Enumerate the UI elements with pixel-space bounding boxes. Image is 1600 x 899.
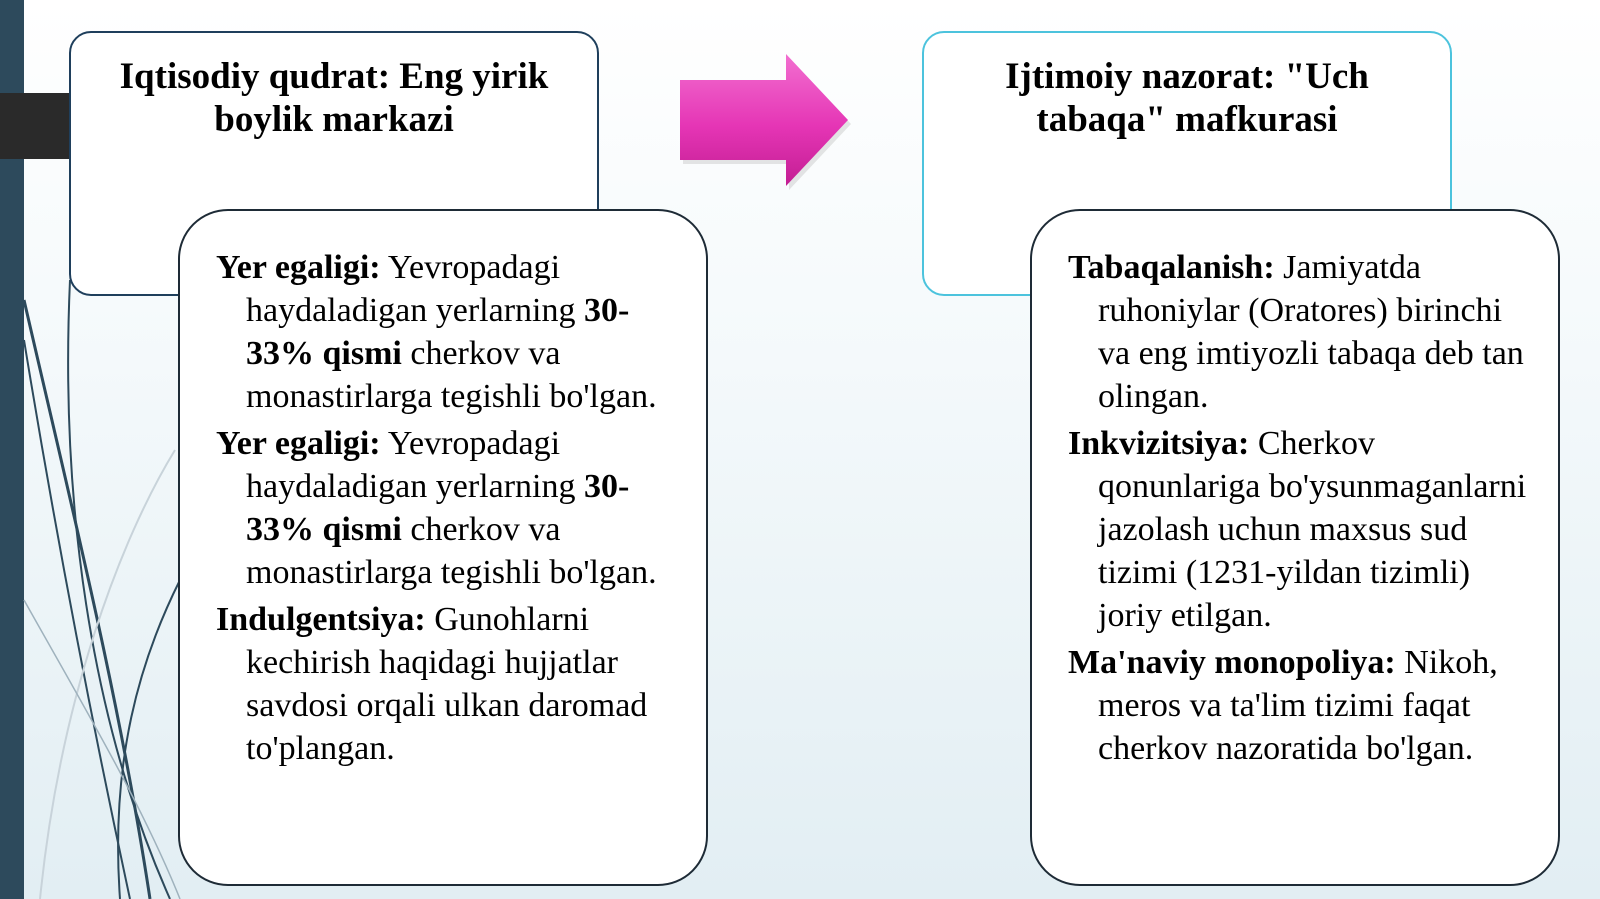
item-text: cherkov va monastirlarga tegishli bo'lgan. (246, 335, 657, 415)
left-content-box (178, 209, 708, 886)
left-title: Iqtisodiy qudrat: Eng yirik boylik markazi (119, 56, 549, 140)
item-text: Jamiyatda ruhoniylar (Oratores) birinchi va eng imtiyozli tabaqa deb tan olingan. (1098, 249, 1524, 415)
item-text: Cherkov qonunlariga bo'ysunmaganlarni jazolash uchun maxsus sud tizimi (1231-yildan tizimli) joriy etilgan. (1098, 425, 1527, 634)
item-highlight: 30-33% qismi (246, 468, 630, 548)
item-highlight: 30-33% qismi (246, 292, 630, 372)
right-content-box (1030, 209, 1560, 886)
item-term: Indulgentsiya: (216, 601, 426, 638)
list-item (216, 246, 686, 418)
item-term: Tabaqalanish: (1068, 249, 1275, 286)
item-term: Yer egaligi: (216, 425, 381, 462)
item-term: Inkvizitsiya: (1068, 425, 1250, 462)
list-item (216, 422, 686, 594)
list-item (1068, 246, 1538, 418)
right-arrow-icon (676, 50, 854, 190)
list-item (216, 598, 686, 770)
list-item (1068, 641, 1538, 770)
right-title: Ijtimoiy nazorat: "Uch tabaqa" mafkurasi (1005, 56, 1369, 140)
item-text: Nikoh, meros va ta'lim tizimi faqat cherkov nazoratida bo'lgan. (1098, 644, 1498, 767)
item-text: Yevropadagi haydaladigan yerlarning (246, 425, 584, 505)
item-text: Yevropadagi haydaladigan yerlarning (246, 249, 584, 329)
item-text: cherkov va monastirlarga tegishli bo'lgan. (246, 511, 657, 591)
item-term: Ma'naviy monopoliya: (1068, 644, 1396, 681)
list-item (1068, 422, 1538, 637)
item-term: Yer egaligi: (216, 249, 381, 286)
item-text: Gunohlarni kechirish haqidagi hujjatlar savdosi orqali ulkan daromad to'plangan. (246, 601, 648, 767)
